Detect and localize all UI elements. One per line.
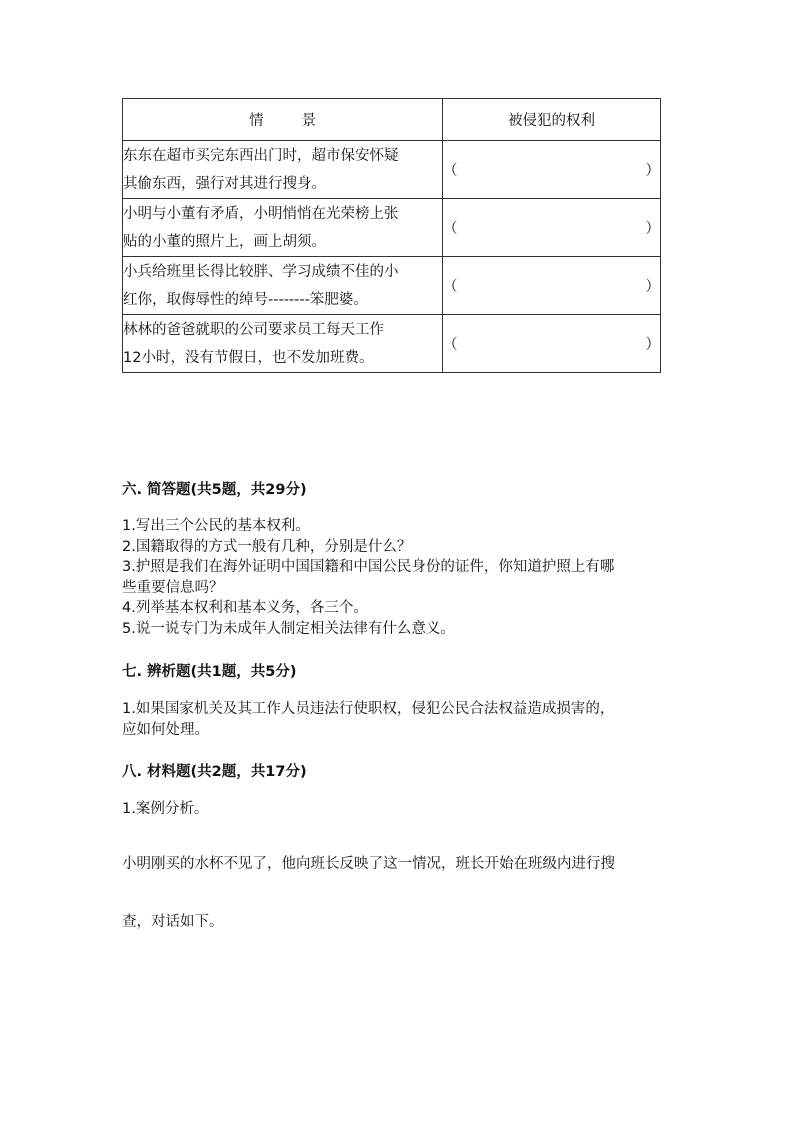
open-paren: （ [443,163,458,179]
header-violated-right: 被侵犯的权利 [443,99,661,141]
header-scene-char-1: 情 [249,113,264,129]
open-paren: （ [443,221,458,237]
question-1: 1.写出三个公民的基本权利。 [122,518,310,534]
close-paren: ） [645,279,660,295]
question-3-line-2: 些重要信息吗？ [122,579,224,596]
scenario-line: 12小时，没有节假日，也不发加班费。 [123,349,374,366]
section-8-question-1 [122,799,667,820]
question-3-line-1: 3.护照是我们在海外证明中国国籍和中国公民身份的证件，你知道护照上有哪 [122,559,615,575]
scenario-line: 其偷东西，强行对其进行搜身。 [123,175,326,192]
section-6-questions [122,516,667,639]
question-1: 1.案例分析。 [122,801,209,817]
section-6-title: 六. 简答题(共5题，共29分) [122,482,307,498]
material-paragraph-line-2: 查，对话如下。 [122,914,224,930]
question-1-line-1: 1.如果国家机关及其工作人员违法行使职权，侵犯公民合法权益造成损害的， [122,701,615,717]
close-paren: ） [645,163,660,179]
table-row [123,199,661,257]
section-8 [122,760,667,781]
scenario-cell [123,199,443,257]
answer-cell[interactable] [443,199,661,257]
section-6 [122,478,667,499]
table-row [123,141,661,199]
table-row [123,257,661,315]
scenario-cell [123,141,443,199]
section-7-questions [122,699,667,740]
scenario-line: 东东在超市买完东西出门时，超市保安怀疑 [123,147,399,164]
rights-table [122,98,661,373]
scenario-line: 红你，取侮辱性的绰号--------笨肥婆。 [123,291,368,308]
scenario-line: 小兵给班里长得比较胖、学习成绩不佳的小 [123,263,399,280]
answer-cell[interactable] [443,141,661,199]
question-4: 4.列举基本权利和基本义务，各三个。 [122,600,368,616]
section-7 [122,660,667,681]
scenario-line: 小明与小董有矛盾，小明悄悄在光荣榜上张 [123,205,399,222]
table-header-row [123,99,661,141]
close-paren: ） [645,337,660,353]
material-paragraph-line-1: 小明刚买的水杯不见了，他向班长反映了这一情况，班长开始在班级内进行搜 [122,856,615,872]
scenario-cell [123,315,443,373]
question-1-line-2: 应如何处理。 [122,721,209,738]
header-scene [123,99,443,141]
table-row [123,315,661,373]
scenario-cell [123,257,443,315]
scenario-line: 贴的小董的照片上，画上胡须。 [123,233,326,250]
question-2: 2.国籍取得的方式一般有几种，分别是什么？ [122,538,412,555]
open-paren: （ [443,279,458,295]
section-7-title: 七. 辨析题(共1题，共5分) [122,664,297,680]
header-scene-char-2: 景 [301,113,316,129]
scenario-line: 林林的爸爸就职的公司要求员工每天工作 [123,321,384,338]
answer-cell[interactable] [443,315,661,373]
question-5: 5.说一说专门为未成年人制定相关法律有什么意义。 [122,620,455,637]
answer-cell[interactable] [443,257,661,315]
section-8-title: 八. 材料题(共2题，共17分) [122,764,307,780]
close-paren: ） [645,221,660,237]
open-paren: （ [443,337,458,353]
